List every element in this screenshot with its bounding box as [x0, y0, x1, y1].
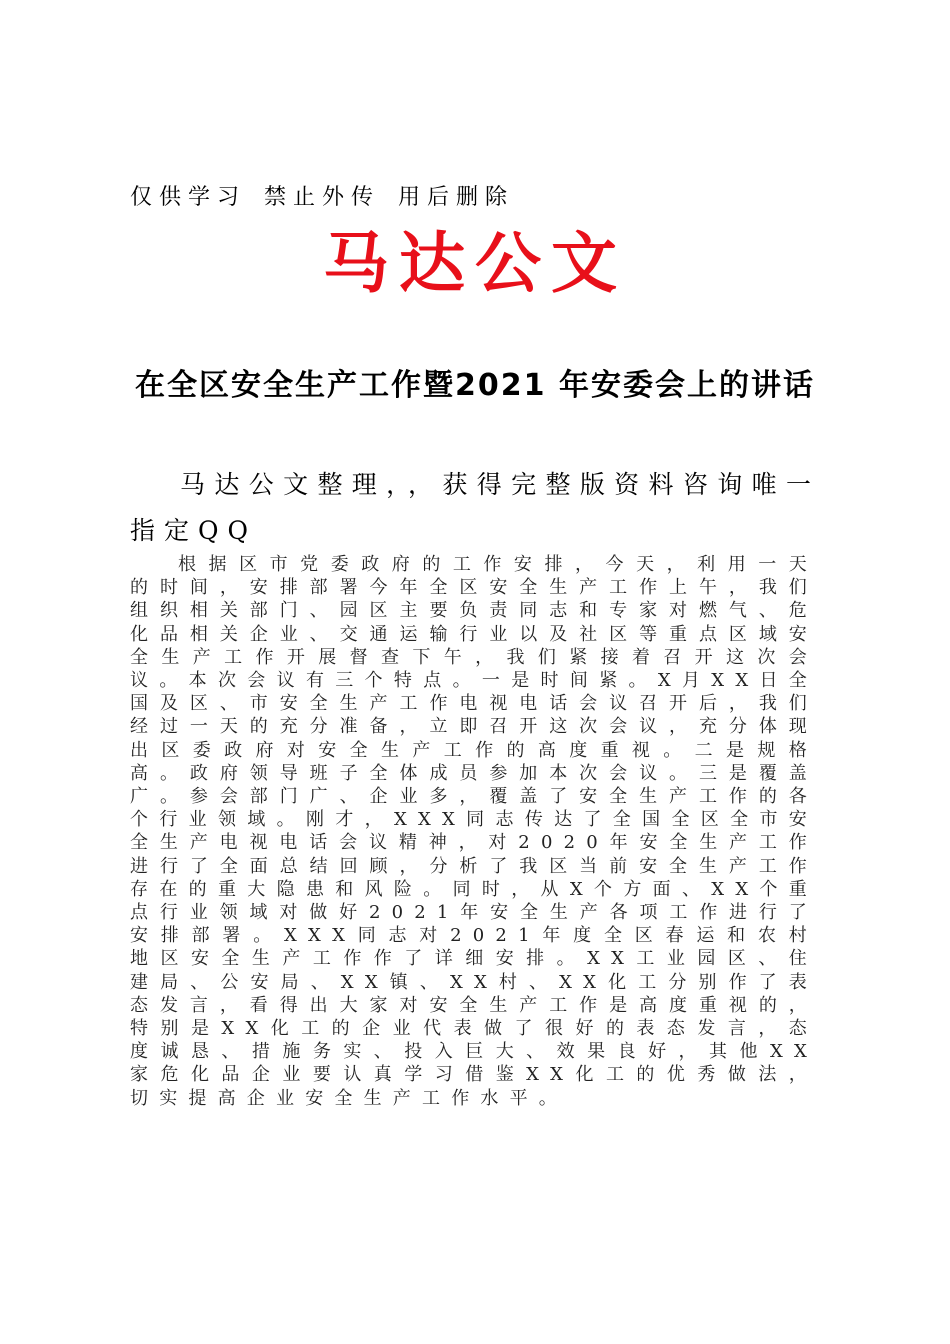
notice-no-distribution: 禁止外传 — [264, 185, 381, 210]
document-title: 在全区安全生产工作暨2021 年安委会上的讲话 — [135, 368, 815, 403]
notice-study-only: 仅供学习 — [130, 185, 247, 210]
notice-delete-after-use: 用后删除 — [398, 185, 515, 210]
brand-logo-text: 马达公文 — [323, 224, 627, 302]
body-paragraph: 根据区市党委政府的工作安排，今天，利用一天的时间，安排部署今年全区安全生产工作上午，我们组织相关部门、园区主要负责同志和专家对燃气、危化品相关企业、交通运输行业以及社区等重点区域安全生产工作开展督查下午，我们紧接着召开这次会议。本次会议有三个特点。一是时间紧。X月XX日全国及区、市安全生产工作电视电话会议召开后，我们经过一天的充分准备，立即召开这次会议，充分体现出区委政府对安全生产工作的高度重视。二是规格高。政府领导班子全体成员参加本次会议。三是覆盖广。参会部门广、企业多，覆盖了安全生产工作的各个行业领域。刚才，XXX同志传达了全国全区全市安全生产电视电话会议精神，对2020年安全生产工作进行了全面总结回顾，分析了我区当前安全生产工作存在的重大隐患和风险。同时，从X个方面、XX个重点行业领域对做好2021年安全生产各项工作进行了安排部署。XXX同志对2021年度全区春运和农村地区安全生产工作作了详细安排。XX工业园区、住建局、公安局、XX镇、XX村、XX化工分别作了表态发言，看得出大家对安全生产工作是高度重视的，特别是XX化工的企业代表做了很好的表态发言，态度诚恳、措施务实、投入巨大、效果良好，其他XX家危化品企业要认真学习借鉴XX化工的优秀做法，切实提高企业安全生产工作水平。 — [130, 554, 818, 1109]
usage-notice — [130, 180, 514, 211]
intro-paragraph: 马达公文整理，，获得完整版资料咨询唯一指定QQ — [130, 470, 820, 545]
